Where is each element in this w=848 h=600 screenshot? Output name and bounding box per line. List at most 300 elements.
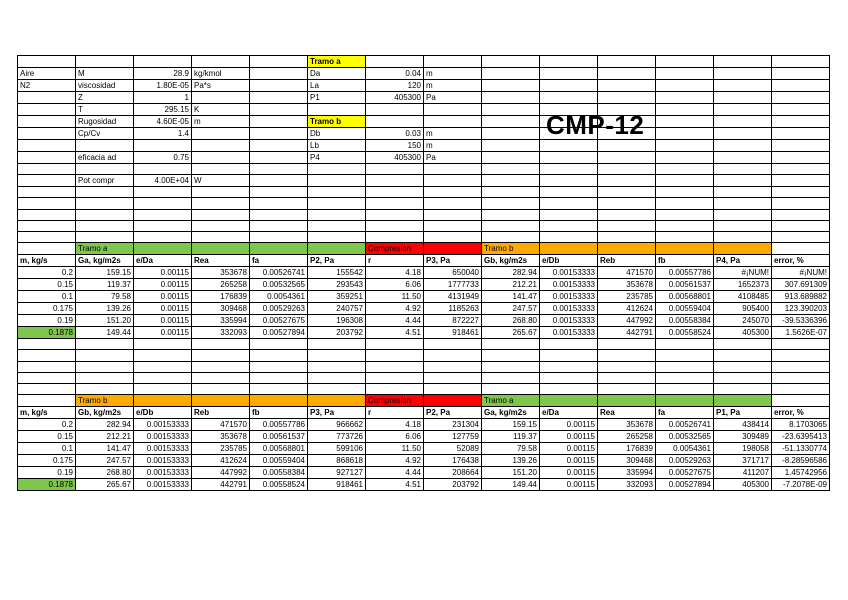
sheet-cell[interactable]: 0.00526741 [250, 267, 308, 279]
sheet-cell[interactable]: 0.175 [18, 303, 76, 315]
sheet-cell[interactable]: 0.2 [18, 419, 76, 431]
sheet-cell[interactable]: fa [656, 407, 714, 419]
sheet-cell[interactable] [76, 361, 134, 372]
sheet-cell[interactable]: N2 [18, 80, 76, 92]
sheet-cell[interactable]: 282.94 [76, 419, 134, 431]
sheet-cell[interactable] [308, 339, 366, 350]
sheet-cell[interactable]: -39.5336396 [772, 315, 830, 327]
sheet-cell[interactable] [424, 372, 482, 383]
sheet-cell[interactable]: 1 [134, 92, 192, 104]
sheet-cell[interactable] [76, 164, 134, 175]
sheet-cell[interactable] [540, 372, 598, 383]
sheet-cell[interactable]: 0.00568801 [250, 443, 308, 455]
sheet-cell[interactable] [540, 395, 598, 407]
sheet-cell[interactable]: 0.00115 [134, 315, 192, 327]
sheet-cell[interactable] [540, 187, 598, 198]
sheet-cell[interactable]: kg/kmol [192, 68, 250, 80]
sheet-cell[interactable]: 0.00529263 [656, 455, 714, 467]
sheet-cell[interactable] [772, 68, 830, 80]
sheet-cell[interactable] [250, 152, 308, 164]
sheet-cell[interactable] [366, 104, 424, 116]
sheet-cell[interactable] [714, 152, 772, 164]
sheet-cell[interactable]: Lb [308, 140, 366, 152]
sheet-cell[interactable] [18, 243, 76, 255]
sheet-cell[interactable]: 240757 [308, 303, 366, 315]
sheet-cell[interactable]: 0.00153333 [134, 419, 192, 431]
sheet-cell[interactable] [714, 243, 772, 255]
sheet-cell[interactable] [250, 339, 308, 350]
sheet-cell[interactable]: m [192, 116, 250, 128]
sheet-cell[interactable] [598, 339, 656, 350]
sheet-cell[interactable] [76, 220, 134, 231]
sheet-cell[interactable] [192, 164, 250, 175]
sheet-cell[interactable]: 359251 [308, 291, 366, 303]
sheet-cell[interactable]: 176839 [598, 443, 656, 455]
sheet-cell[interactable] [540, 350, 598, 361]
sheet-cell[interactable]: 247.57 [482, 303, 540, 315]
sheet-cell[interactable] [772, 92, 830, 104]
sheet-cell[interactable]: m [424, 68, 482, 80]
sheet-cell[interactable] [192, 140, 250, 152]
sheet-cell[interactable] [772, 231, 830, 242]
sheet-cell[interactable]: 6.06 [366, 431, 424, 443]
sheet-cell[interactable] [656, 372, 714, 383]
sheet-cell[interactable] [18, 395, 76, 407]
sheet-cell[interactable]: 196308 [308, 315, 366, 327]
sheet-cell[interactable]: 0.00153333 [540, 327, 598, 339]
sheet-cell[interactable] [192, 187, 250, 198]
sheet-cell[interactable]: 0.19 [18, 467, 76, 479]
sheet-cell[interactable] [424, 198, 482, 209]
sheet-cell[interactable]: -8.28596586 [772, 455, 830, 467]
sheet-cell[interactable] [250, 361, 308, 372]
sheet-cell[interactable]: 141.47 [482, 291, 540, 303]
sheet-cell[interactable] [656, 152, 714, 164]
sheet-cell[interactable]: 0.00527675 [656, 467, 714, 479]
sheet-cell[interactable] [192, 361, 250, 372]
sheet-cell[interactable]: P3, Pa [308, 407, 366, 419]
sheet-cell[interactable] [250, 209, 308, 220]
sheet-cell[interactable] [366, 175, 424, 187]
sheet-cell[interactable] [656, 220, 714, 231]
sheet-cell[interactable]: 438414 [714, 419, 772, 431]
sheet-cell[interactable] [366, 56, 424, 68]
sheet-cell[interactable] [134, 164, 192, 175]
sheet-cell[interactable] [598, 361, 656, 372]
sheet-cell[interactable]: 872227 [424, 315, 482, 327]
sheet-cell[interactable] [250, 220, 308, 231]
sheet-cell[interactable]: 0.00558524 [250, 479, 308, 491]
sheet-cell[interactable] [424, 56, 482, 68]
sheet-cell[interactable]: e/Db [134, 407, 192, 419]
sheet-cell[interactable]: Reb [192, 407, 250, 419]
sheet-cell[interactable] [714, 383, 772, 394]
sheet-cell[interactable]: 0.00527894 [250, 327, 308, 339]
sheet-cell[interactable]: Z [76, 92, 134, 104]
sheet-cell[interactable] [656, 198, 714, 209]
sheet-cell[interactable] [18, 361, 76, 372]
sheet-cell[interactable]: T [76, 104, 134, 116]
sheet-cell[interactable] [250, 175, 308, 187]
sheet-cell[interactable] [656, 175, 714, 187]
sheet-cell[interactable] [18, 152, 76, 164]
sheet-cell[interactable]: 405300 [366, 152, 424, 164]
sheet-cell[interactable]: 0.00115 [540, 443, 598, 455]
sheet-cell[interactable]: 405300 [714, 327, 772, 339]
sheet-cell[interactable] [366, 187, 424, 198]
sheet-cell[interactable] [598, 80, 656, 92]
sheet-cell[interactable] [714, 116, 772, 128]
sheet-cell[interactable]: 198058 [714, 443, 772, 455]
sheet-cell[interactable]: viscosidad [76, 80, 134, 92]
sheet-cell[interactable] [134, 187, 192, 198]
sheet-cell[interactable]: 0.15 [18, 279, 76, 291]
sheet-cell[interactable] [250, 92, 308, 104]
sheet-cell[interactable]: Gb, kg/m2s [76, 407, 134, 419]
sheet-cell[interactable]: 4131949 [424, 291, 482, 303]
sheet-cell[interactable] [482, 220, 540, 231]
sheet-cell[interactable] [308, 350, 366, 361]
sheet-cell[interactable]: 905400 [714, 303, 772, 315]
sheet-cell[interactable]: fb [656, 255, 714, 267]
sheet-cell[interactable] [772, 80, 830, 92]
sheet-cell[interactable] [598, 383, 656, 394]
sheet-cell[interactable]: 0.15 [18, 431, 76, 443]
sheet-cell[interactable]: 0.00115 [540, 467, 598, 479]
sheet-cell[interactable]: 412624 [192, 455, 250, 467]
sheet-cell[interactable] [714, 187, 772, 198]
sheet-cell[interactable]: 412624 [598, 303, 656, 315]
sheet-cell[interactable]: Db [308, 128, 366, 140]
sheet-cell[interactable] [192, 383, 250, 394]
sheet-cell[interactable]: 151.20 [76, 315, 134, 327]
sheet-cell[interactable]: 405300 [714, 479, 772, 491]
sheet-cell[interactable]: 6.06 [366, 279, 424, 291]
sheet-cell[interactable] [134, 372, 192, 383]
sheet-cell[interactable] [76, 198, 134, 209]
sheet-cell[interactable]: 149.44 [482, 479, 540, 491]
sheet-cell[interactable] [772, 175, 830, 187]
sheet-cell[interactable] [250, 395, 308, 407]
sheet-cell[interactable]: 4.92 [366, 455, 424, 467]
sheet-cell[interactable] [772, 128, 830, 140]
sheet-cell[interactable] [250, 164, 308, 175]
sheet-cell[interactable]: m, kg/s [18, 255, 76, 267]
sheet-cell[interactable]: 0.00153333 [134, 431, 192, 443]
sheet-cell[interactable] [482, 80, 540, 92]
sheet-cell[interactable] [714, 80, 772, 92]
sheet-cell[interactable] [18, 231, 76, 242]
sheet-cell[interactable] [714, 339, 772, 350]
sheet-cell[interactable]: Tramo b [308, 116, 366, 128]
sheet-cell[interactable]: Tramo a [76, 243, 134, 255]
sheet-cell[interactable] [366, 372, 424, 383]
sheet-cell[interactable] [540, 231, 598, 242]
sheet-cell[interactable]: 268.80 [482, 315, 540, 327]
sheet-cell[interactable] [424, 116, 482, 128]
sheet-cell[interactable] [598, 164, 656, 175]
sheet-cell[interactable] [308, 104, 366, 116]
sheet-cell[interactable] [366, 361, 424, 372]
sheet-cell[interactable]: Rugosidad [76, 116, 134, 128]
sheet-cell[interactable]: #¡NUM! [772, 267, 830, 279]
sheet-cell[interactable]: Gb, kg/m2s [482, 255, 540, 267]
sheet-cell[interactable]: 0.00115 [134, 327, 192, 339]
sheet-cell[interactable] [192, 198, 250, 209]
sheet-cell[interactable]: 0.19 [18, 315, 76, 327]
sheet-cell[interactable]: 0.00153333 [134, 443, 192, 455]
sheet-cell[interactable] [656, 140, 714, 152]
sheet-cell[interactable]: Pa*s [192, 80, 250, 92]
sheet-cell[interactable]: r [366, 407, 424, 419]
sheet-cell[interactable] [540, 175, 598, 187]
sheet-cell[interactable] [76, 187, 134, 198]
sheet-cell[interactable]: 4.18 [366, 419, 424, 431]
sheet-cell[interactable]: 4.00E+04 [134, 175, 192, 187]
sheet-cell[interactable]: W [192, 175, 250, 187]
sheet-cell[interactable]: 176438 [424, 455, 482, 467]
sheet-cell[interactable]: -51.1330774 [772, 443, 830, 455]
sheet-cell[interactable]: 0.75 [134, 152, 192, 164]
sheet-cell[interactable]: 235785 [598, 291, 656, 303]
sheet-cell[interactable] [250, 116, 308, 128]
sheet-cell[interactable]: 0.0054361 [250, 291, 308, 303]
sheet-cell[interactable] [424, 209, 482, 220]
sheet-cell[interactable]: Reb [598, 255, 656, 267]
sheet-cell[interactable] [714, 209, 772, 220]
sheet-cell[interactable] [192, 92, 250, 104]
sheet-cell[interactable]: 212.21 [76, 431, 134, 443]
sheet-cell[interactable]: Ga, kg/m2s [482, 407, 540, 419]
sheet-cell[interactable]: La [308, 80, 366, 92]
sheet-cell[interactable] [772, 372, 830, 383]
sheet-cell[interactable]: M [76, 68, 134, 80]
sheet-cell[interactable]: 265258 [192, 279, 250, 291]
sheet-cell[interactable] [366, 339, 424, 350]
sheet-cell[interactable]: 353678 [192, 431, 250, 443]
sheet-cell[interactable]: 151.20 [482, 467, 540, 479]
sheet-cell[interactable] [772, 116, 830, 128]
sheet-cell[interactable] [134, 383, 192, 394]
sheet-cell[interactable]: 307.691309 [772, 279, 830, 291]
sheet-cell[interactable]: 8.1703065 [772, 419, 830, 431]
sheet-cell[interactable] [308, 243, 366, 255]
sheet-cell[interactable]: 0.00153333 [540, 303, 598, 315]
sheet-cell[interactable]: 0.175 [18, 455, 76, 467]
sheet-cell[interactable] [18, 339, 76, 350]
sheet-cell[interactable]: 1652373 [714, 279, 772, 291]
sheet-cell[interactable] [18, 198, 76, 209]
sheet-cell[interactable]: 0.00529263 [250, 303, 308, 315]
sheet-cell[interactable] [656, 104, 714, 116]
sheet-cell[interactable]: 0.2 [18, 267, 76, 279]
sheet-cell[interactable]: e/Da [540, 407, 598, 419]
sheet-cell[interactable] [308, 198, 366, 209]
sheet-cell[interactable]: 447992 [598, 315, 656, 327]
sheet-cell[interactable] [76, 209, 134, 220]
sheet-cell[interactable]: 0.0054361 [656, 443, 714, 455]
sheet-cell[interactable] [598, 68, 656, 80]
sheet-cell[interactable]: 119.37 [76, 279, 134, 291]
sheet-cell[interactable] [656, 243, 714, 255]
sheet-cell[interactable]: 4.44 [366, 315, 424, 327]
sheet-cell[interactable]: 4.51 [366, 327, 424, 339]
sheet-cell[interactable] [772, 140, 830, 152]
sheet-cell[interactable] [772, 164, 830, 175]
sheet-cell[interactable]: 447992 [192, 467, 250, 479]
sheet-cell[interactable]: fb [250, 407, 308, 419]
sheet-cell[interactable]: Compresion [366, 395, 424, 407]
sheet-cell[interactable]: m [424, 80, 482, 92]
sheet-cell[interactable]: Rea [192, 255, 250, 267]
sheet-cell[interactable] [714, 68, 772, 80]
sheet-cell[interactable] [250, 383, 308, 394]
sheet-cell[interactable]: 0.00115 [134, 279, 192, 291]
sheet-cell[interactable]: Rea [598, 407, 656, 419]
sheet-cell[interactable]: 0.00558384 [250, 467, 308, 479]
sheet-cell[interactable] [540, 220, 598, 231]
sheet-cell[interactable] [656, 395, 714, 407]
sheet-cell[interactable] [656, 209, 714, 220]
sheet-cell[interactable]: 265258 [598, 431, 656, 443]
sheet-cell[interactable]: 471570 [598, 267, 656, 279]
sheet-cell[interactable] [482, 92, 540, 104]
sheet-cell[interactable] [482, 361, 540, 372]
sheet-cell[interactable] [134, 220, 192, 231]
sheet-cell[interactable] [772, 350, 830, 361]
sheet-cell[interactable]: -7.2078E-09 [772, 479, 830, 491]
sheet-cell[interactable] [308, 231, 366, 242]
sheet-cell[interactable]: 159.15 [482, 419, 540, 431]
sheet-cell[interactable]: eficacia ad [76, 152, 134, 164]
sheet-cell[interactable] [656, 164, 714, 175]
sheet-cell[interactable] [598, 198, 656, 209]
sheet-cell[interactable]: m [424, 140, 482, 152]
sheet-cell[interactable] [482, 128, 540, 140]
sheet-cell[interactable]: 265.67 [76, 479, 134, 491]
sheet-cell[interactable] [424, 395, 482, 407]
sheet-cell[interactable] [366, 116, 424, 128]
sheet-cell[interactable] [482, 68, 540, 80]
sheet-cell[interactable] [250, 104, 308, 116]
sheet-cell[interactable] [482, 104, 540, 116]
sheet-cell[interactable] [366, 209, 424, 220]
sheet-cell[interactable] [598, 187, 656, 198]
sheet-cell[interactable] [366, 383, 424, 394]
sheet-cell[interactable]: P1, Pa [714, 407, 772, 419]
sheet-cell[interactable]: 0.00559404 [250, 455, 308, 467]
sheet-cell[interactable]: 0.00115 [134, 267, 192, 279]
sheet-cell[interactable] [18, 128, 76, 140]
sheet-cell[interactable] [76, 231, 134, 242]
sheet-cell[interactable]: 0.00527675 [250, 315, 308, 327]
sheet-cell[interactable]: Aire [18, 68, 76, 80]
sheet-cell[interactable] [250, 140, 308, 152]
sheet-cell[interactable]: 203792 [424, 479, 482, 491]
sheet-cell[interactable] [192, 350, 250, 361]
sheet-cell[interactable]: 4.60E-05 [134, 116, 192, 128]
sheet-cell[interactable]: e/Da [134, 255, 192, 267]
sheet-cell[interactable] [714, 395, 772, 407]
sheet-cell[interactable]: 149.44 [76, 327, 134, 339]
sheet-cell[interactable]: 4.92 [366, 303, 424, 315]
sheet-cell[interactable] [366, 164, 424, 175]
sheet-cell[interactable] [134, 231, 192, 242]
sheet-cell[interactable]: 127759 [424, 431, 482, 443]
sheet-cell[interactable] [134, 361, 192, 372]
sheet-cell[interactable] [250, 187, 308, 198]
sheet-cell[interactable] [482, 209, 540, 220]
sheet-cell[interactable] [76, 140, 134, 152]
sheet-cell[interactable]: 123.390203 [772, 303, 830, 315]
sheet-cell[interactable]: 405300 [366, 92, 424, 104]
sheet-cell[interactable] [192, 128, 250, 140]
sheet-cell[interactable] [772, 243, 830, 255]
sheet-cell[interactable]: 203792 [308, 327, 366, 339]
sheet-cell[interactable] [772, 383, 830, 394]
sheet-cell[interactable] [540, 80, 598, 92]
sheet-cell[interactable] [540, 56, 598, 68]
sheet-cell[interactable]: 0.00557786 [250, 419, 308, 431]
sheet-cell[interactable]: P1 [308, 92, 366, 104]
sheet-cell[interactable] [540, 68, 598, 80]
sheet-cell[interactable] [18, 209, 76, 220]
sheet-cell[interactable] [714, 361, 772, 372]
sheet-cell[interactable]: 309468 [598, 455, 656, 467]
sheet-cell[interactable]: 868618 [308, 455, 366, 467]
sheet-cell[interactable] [18, 187, 76, 198]
sheet-cell[interactable] [656, 361, 714, 372]
sheet-cell[interactable]: 0.00153333 [540, 267, 598, 279]
sheet-cell[interactable] [308, 372, 366, 383]
sheet-cell[interactable]: 28.9 [134, 68, 192, 80]
sheet-cell[interactable] [772, 104, 830, 116]
sheet-cell[interactable] [366, 350, 424, 361]
sheet-cell[interactable]: 353678 [598, 419, 656, 431]
sheet-cell[interactable]: 353678 [192, 267, 250, 279]
sheet-cell[interactable] [424, 175, 482, 187]
sheet-cell[interactable] [656, 350, 714, 361]
sheet-cell[interactable] [76, 372, 134, 383]
sheet-cell[interactable] [18, 116, 76, 128]
sheet-cell[interactable]: 150 [366, 140, 424, 152]
sheet-cell[interactable] [18, 104, 76, 116]
sheet-cell[interactable] [192, 152, 250, 164]
sheet-cell[interactable]: 0.00526741 [656, 419, 714, 431]
sheet-cell[interactable]: 295.15 [134, 104, 192, 116]
sheet-cell[interactable] [482, 164, 540, 175]
sheet-cell[interactable]: 1.4 [134, 128, 192, 140]
sheet-cell[interactable] [598, 152, 656, 164]
sheet-cell[interactable] [308, 209, 366, 220]
sheet-cell[interactable]: 0.00532565 [250, 279, 308, 291]
sheet-cell[interactable]: 309489 [714, 431, 772, 443]
sheet-cell[interactable]: Pot compr [76, 175, 134, 187]
sheet-cell[interactable]: error, % [772, 255, 830, 267]
sheet-cell[interactable] [424, 187, 482, 198]
sheet-cell[interactable]: 120 [366, 80, 424, 92]
sheet-cell[interactable] [540, 339, 598, 350]
sheet-cell[interactable] [18, 140, 76, 152]
sheet-cell[interactable]: 0.00115 [134, 303, 192, 315]
sheet-cell[interactable] [714, 350, 772, 361]
sheet-cell[interactable]: 139.26 [76, 303, 134, 315]
sheet-cell[interactable]: 1777733 [424, 279, 482, 291]
sheet-cell[interactable] [134, 339, 192, 350]
sheet-cell[interactable]: 411207 [714, 467, 772, 479]
sheet-cell[interactable] [656, 339, 714, 350]
sheet-cell[interactable]: 293543 [308, 279, 366, 291]
